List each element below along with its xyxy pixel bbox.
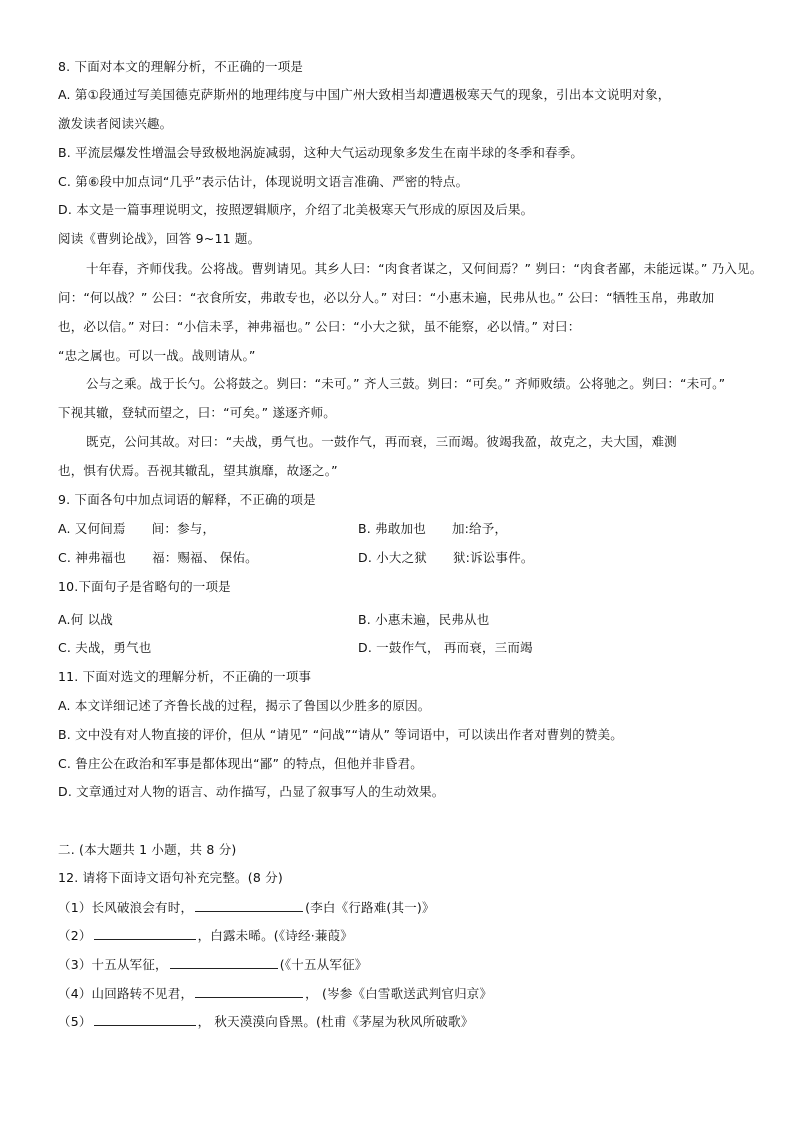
q10-option-a: A.何 以战: [58, 612, 113, 627]
q10-stem: 10.下面句子是省略句的一项是: [58, 579, 231, 594]
passage-p3-line1: 既克，公问其故。对曰：“夫战，勇气也。一鼓作气，再而衰，三而竭。彼竭我盈，故克之，夫大国，难测: [86, 434, 677, 449]
q12-blank-4[interactable]: [195, 984, 303, 998]
q9-option-b-gloss: 加:给予，: [451, 521, 508, 536]
q12-line-2-pre: （2）: [58, 928, 92, 943]
q8-option-a-line1: A. 第①段通过写美国德克萨斯州的地理纬度与中国广州大致相当却遭遇极寒天气的现象，引出本文说明对象，: [58, 87, 671, 102]
q8-option-a-line2: 激发读者阅读兴趣。: [58, 116, 173, 131]
q12-line-1-post: (李白《行路难(其一)》: [305, 900, 435, 915]
q11-option-b: B. 文中没有对人物直接的评价，但从 “请见” “问战”“请从” 等词语中，可以读出作者对曹刿的赞美。: [58, 727, 623, 742]
q11-stem: 11. 下面对选文的理解分析，不正确的一项事: [58, 669, 312, 684]
q12-line-2: [58, 926, 754, 945]
passage-p2-line2: 下视其辙，登轼而望之，曰：“可矣。” 遂逐齐师。: [58, 405, 336, 420]
passage-p3-line2: 也，惧有伏焉。吾视其辙乱，望其旗靡，故逐之。”: [58, 463, 338, 478]
q8-stem: 8. 下面对本文的理解分析，不正确的一项是: [58, 59, 304, 74]
q12-line-1: [58, 898, 754, 917]
q12-line-3: [58, 955, 754, 974]
passage-p1-line3: 也，必以信。” 对曰：“小信未孚，神弗福也。” 公曰：“小大之狱，虽不能察，必以情。” 对曰：: [58, 319, 581, 334]
passage-p2-line1: 公与之乘。战于长勺。公将鼓之。刿曰：“未可。” 齐人三鼓。刿曰：“可矣。” 齐师败绩。公将驰之。刿曰：“未可。”: [86, 376, 726, 391]
q12-line-5-post: ， 秋天漠漠向昏黑。(杜甫《茅屋为秋风所破歌》: [197, 1014, 474, 1029]
q9-stem: 9. 下面各句中加点词语的解释，不正确的项是: [58, 492, 316, 507]
q10-option-d: D. 一鼓作气， 再而衰，三而竭: [358, 640, 533, 655]
q12-blank-3[interactable]: [170, 955, 278, 969]
q12-line-5: [58, 1012, 754, 1031]
q8-option-c: C. 第⑥段中加点词“几乎”表示估计，体现说明文语言准确、严密的特点。: [58, 174, 469, 189]
q9-option-b: [358, 520, 507, 538]
q8-option-d: D. 本文是一篇事理说明文，按照逻辑顺序，介绍了北美极寒天气形成的原因及后果。: [58, 202, 534, 217]
q9-option-a-text: A. 又何间焉: [58, 521, 126, 536]
passage-p1-line2: 问：“何以战？” 公曰：“衣食所安，弗敢专也，必以分人。” 对曰：“小惠未遍，民弗从也。” 公曰：“牺牲玉帛，弗敢加: [58, 290, 715, 305]
reading-intro: 阅读《曹刿论战》，回答 9~11 题。: [58, 231, 261, 246]
q9-option-c-text: C. 神弗福也: [58, 550, 127, 565]
section2-heading: 二. (本大题共 1 小题，共 8 分): [58, 842, 237, 857]
q12-line-1-pre: （1）长风破浪会有时，: [58, 900, 194, 915]
q12-blank-5[interactable]: [94, 1012, 196, 1026]
q9-option-b-text: B. 弗敢加也: [358, 521, 426, 536]
q12-line-5-pre: （5）: [58, 1014, 92, 1029]
q12-line-4-pre: （4）山回路转不见君，: [58, 986, 194, 1001]
q9-option-a-gloss: 间：参与，: [151, 521, 216, 536]
q12-line-3-pre: （3）十五从军征，: [58, 957, 168, 972]
q9-option-d: [358, 549, 534, 567]
q9-option-d-text: D. 小大之狱: [358, 550, 427, 565]
passage-p1-line4: “忠之属也。可以一战。战则请从。”: [58, 348, 256, 363]
q9-option-d-gloss: 狱:诉讼事件。: [452, 550, 534, 565]
q12-line-3-post: (《十五从军征》: [279, 957, 368, 972]
q11-option-a: A. 本文详细记述了齐鲁长战的过程，揭示了鲁国以少胜多的原因。: [58, 698, 431, 713]
q11-option-d: D. 文章通过对人物的语言、动作描写，凸显了叙事写人的生动效果。: [58, 784, 445, 799]
q12-stem: 12. 请将下面诗文语句补充完整。(8 分): [58, 870, 283, 885]
q10-option-b: B. 小惠未遍，民弗从也: [358, 612, 490, 627]
q12-blank-2[interactable]: [94, 926, 196, 940]
q9-option-c-gloss: 福：赐福、 保佑。: [152, 550, 258, 565]
q10-option-c: C. 夫战，勇气也: [58, 640, 152, 655]
passage-p1-line1: 十年春，齐师伐我。公将战。曹刿请见。其乡人曰：“肉食者谋之，又何间焉？” 刿曰：“肉食者鄙，未能远谋。” 乃入见。: [86, 261, 763, 276]
q12-line-4: [58, 984, 754, 1003]
q12-line-2-post: ，白露未晞。(《诗经·蒹葭》: [197, 928, 353, 943]
q12-blank-1[interactable]: [195, 898, 303, 912]
q12-line-4-post: ， (岑参《白雪歌送武判官归京》: [305, 986, 493, 1001]
q11-option-c: C. 鲁庄公在政治和军事是都体现出“鄙” 的特点，但他并非昏君。: [58, 756, 424, 771]
q8-option-b: B. 平流层爆发性增温会导致极地涡旋减弱，这种大气运动现象多发生在南半球的冬季和春季。: [58, 145, 584, 160]
